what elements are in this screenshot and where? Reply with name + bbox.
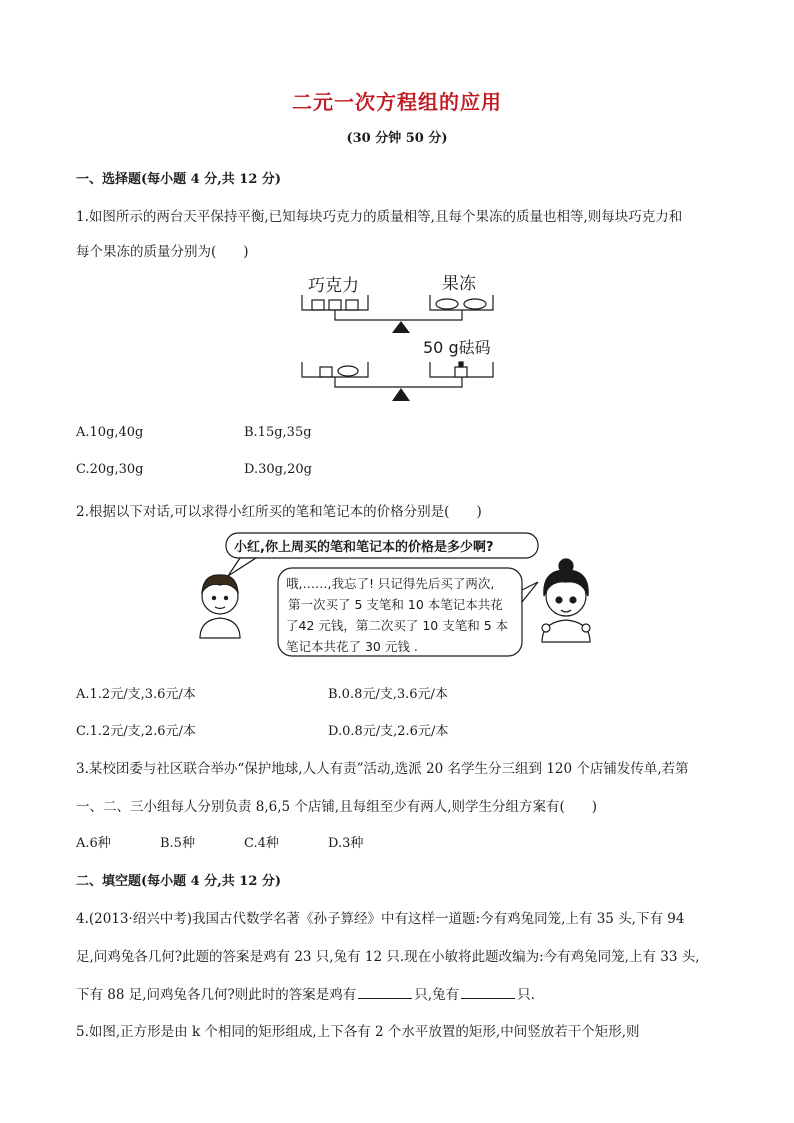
balance-scale-figure bbox=[290, 265, 510, 410]
dialogue-figure bbox=[190, 530, 610, 665]
top-balance bbox=[302, 295, 493, 320]
chocolate-block-icon bbox=[312, 300, 324, 310]
q4-text-line2: 足,问鸡兔各几何?此题的答案是鸡有 23 只,兔有 12 只.现在小敏将此题改编为:今有鸡兔同笼,上有 33 头, bbox=[76, 949, 700, 965]
q1-option-d: D.30g,20g bbox=[244, 462, 312, 477]
boy-illustration bbox=[200, 575, 240, 638]
q3-option-d: D.3种 bbox=[328, 836, 364, 851]
fulcrum-icon bbox=[392, 321, 410, 333]
q5-text-line1: 5.如图,正方形是由 k 个相同的矩形组成,上下各有 2 个水平放置的矩形,中间竖放若干个矩形,则 bbox=[76, 1024, 640, 1040]
fulcrum-icon bbox=[392, 388, 410, 401]
answer-line-4: 笔记本共花了 30 元钱 . bbox=[286, 639, 418, 654]
q2-option-d: D.0.8元/支,2.6元/本 bbox=[328, 724, 449, 739]
bottom-balance bbox=[302, 362, 493, 387]
q4-text-line3-part3: 只. bbox=[517, 987, 535, 1003]
answer-line-2: 第一次买了 5 支笔和 10 本笔记本共花 bbox=[288, 597, 503, 612]
q4-text-line3-part2: 只,兔有 bbox=[414, 987, 460, 1003]
page-subtitle: (30 分钟 50 分) bbox=[346, 131, 448, 146]
jelly-icon bbox=[338, 366, 358, 376]
q3-option-b: B.5种 bbox=[160, 836, 195, 851]
q1-option-c: C.20g,30g bbox=[76, 462, 144, 477]
chocolate-block-icon bbox=[346, 300, 358, 310]
q2-option-a: A.1.2元/支,3.6元/本 bbox=[76, 687, 196, 702]
q3-option-a: A.6种 bbox=[76, 836, 111, 851]
q1-text-line1: 1.如图所示的两台天平保持平衡,已知每块巧克力的质量相等,且每个果冻的质量也相等,则每块巧克力和 bbox=[76, 209, 683, 225]
q3-option-c: C.4种 bbox=[244, 836, 279, 851]
q4-text-line3 bbox=[76, 983, 535, 1003]
q4-blank-chicken[interactable] bbox=[358, 986, 412, 999]
girl-illustration bbox=[542, 559, 590, 642]
q3-text-line1: 3.某校团委与社区联合举办“保护地球,人人有责”活动,选派 20 名学生分三组到 120 个店铺发传单,若第 bbox=[76, 761, 689, 777]
answer-line-1: 哦,……,我忘了! 只记得先后买了两次, bbox=[286, 576, 495, 591]
q1-text-line2: 每个果冻的质量分别为( ) bbox=[76, 244, 249, 260]
jelly-label: 果冻 bbox=[442, 274, 476, 294]
chocolate-block-icon bbox=[329, 300, 341, 310]
section-heading-fill: 二、填空题(每小题 4 分,共 12 分) bbox=[76, 874, 282, 889]
weight-label: 50 g砝码 bbox=[423, 338, 491, 357]
q4-text-line1: 4.(2013·绍兴中考)我国古代数学名著《孙子算经》中有这样一道题:今有鸡兔同笼,上有 35 头,下有 94 bbox=[76, 911, 685, 927]
chocolate-label: 巧克力 bbox=[308, 276, 359, 296]
section-heading-choice: 一、选择题(每小题 4 分,共 12 分) bbox=[76, 172, 282, 187]
jelly-icon bbox=[464, 299, 486, 309]
chocolate-block-icon bbox=[320, 367, 332, 377]
jelly-icon bbox=[436, 299, 458, 309]
q2-option-b: B.0.8元/支,3.6元/本 bbox=[328, 687, 448, 702]
q1-option-a: A.10g,40g bbox=[76, 425, 144, 440]
weight-knob-icon bbox=[459, 362, 463, 367]
q2-option-c: C.1.2元/支,2.6元/本 bbox=[76, 724, 196, 739]
q1-option-b: B.15g,35g bbox=[244, 425, 312, 440]
q4-blank-rabbit[interactable] bbox=[461, 986, 515, 999]
answer-line-3: 了42 元钱，第二次买了 10 支笔和 5 本 bbox=[286, 618, 509, 633]
weight-icon bbox=[455, 367, 467, 377]
page-title: 二元一次方程组的应用 bbox=[292, 90, 502, 114]
q3-text-line2: 一、二、三小组每人分别负责 8,6,5 个店铺,且每组至少有两人,则学生分组方案有( ) bbox=[76, 799, 598, 815]
q2-text-line1: 2.根据以下对话,可以求得小红所买的笔和笔记本的价格分别是( ) bbox=[76, 504, 482, 520]
q4-text-line3-part1: 下有 88 足,问鸡兔各几何?则此时的答案是鸡有 bbox=[76, 987, 357, 1003]
question-bubble-text: 小红,你上周买的笔和笔记本的价格是多少啊? bbox=[234, 540, 494, 555]
